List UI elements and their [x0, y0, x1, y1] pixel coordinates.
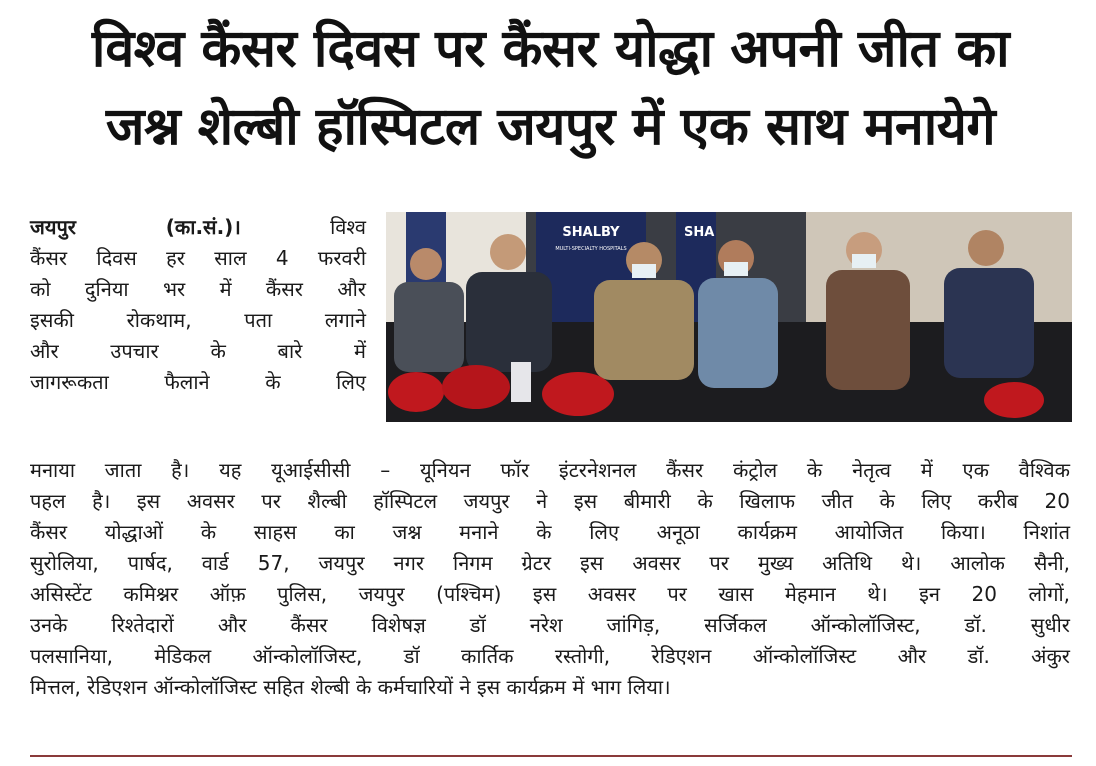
article-line [30, 212, 366, 243]
dateline: जयपुर (का.सं.)। [30, 215, 241, 239]
article-line: इसकी रोकथाम, पता लगाने [30, 308, 366, 332]
article-line: कैंसर योद्धाओं के साहस का जश्न मनाने के लिए अनूठा कार्यक्रम आयोजित किया। निशांत [30, 520, 1070, 544]
bottom-rule [30, 755, 1072, 757]
article-line: जागरूकता फैलाने के लिए [30, 370, 366, 394]
article-body [30, 455, 1070, 703]
article-line: उनके रिश्तेदारों और कैंसर विशेषज्ञ डॉ नरेश जांगिड़, सर्जिकल ऑन्कोलॉजिस्ट, डॉ. सुधीर [30, 613, 1070, 637]
headline [28, 10, 1073, 166]
article-line: मित्तल, रेडिएशन ऑन्कोलॉजिस्ट सहित शेल्बी के कर्मचारियों ने इस कार्यक्रम में भाग लिया। [30, 675, 671, 699]
article-line: को दुनिया भर में कैंसर और [30, 277, 366, 301]
article-line: पहल है। इस अवसर पर शैल्बी हॉस्पिटल जयपुर ने इस बीमारी के खिलाफ जीत के लिए करीब 20 [30, 489, 1070, 513]
event-photo [386, 212, 1072, 422]
article-line: कैंसर दिवस हर साल 4 फरवरी [30, 246, 366, 270]
article-line: मनाया जाता है। यह यूआईसीसी – यूनियन फॉर इंटरनेशनल कैंसर कंट्रोल के नेतृत्व में एक वैश्विक [30, 458, 1070, 482]
headline-line-1: विश्व कैंसर दिवस पर कैंसर योद्धा अपनी जीत का [91, 19, 1010, 79]
event-photo-illustration [386, 212, 1072, 422]
article-column [30, 212, 366, 398]
article-line: असिस्टेंट कमिश्नर ऑफ़ पुलिस, जयपुर (पश्चिम) इस अवसर पर खास मेहमान थे। इन 20 लोगों, [30, 582, 1070, 606]
banner-subtext: MULTI-SPECIALTY HOSPITALS [555, 246, 627, 252]
article-line: और उपचार के बारे में [30, 339, 366, 363]
headline-line-2: जश्न शेल्बी हॉस्पिटल जयपुर में एक साथ मनायेगे [105, 97, 996, 157]
banner-logo-text: SHALBY [562, 225, 620, 240]
banner-logo-text-partial: SHA [684, 225, 715, 240]
article-line-text: विश्व [330, 215, 366, 239]
article-line: सुरोलिया, पार्षद, वार्ड 57, जयपुर नगर निगम ग्रेटर इस अवसर पर मुख्य अतिथि थे। आलोक सैनी, [30, 551, 1070, 575]
article-line: पलसानिया, मेडिकल ऑन्कोलॉजिस्ट, डॉ कार्तिक रस्तोगी, रेडिएशन ऑन्कोलॉजिस्ट और डॉ. अंकुर [30, 644, 1070, 668]
